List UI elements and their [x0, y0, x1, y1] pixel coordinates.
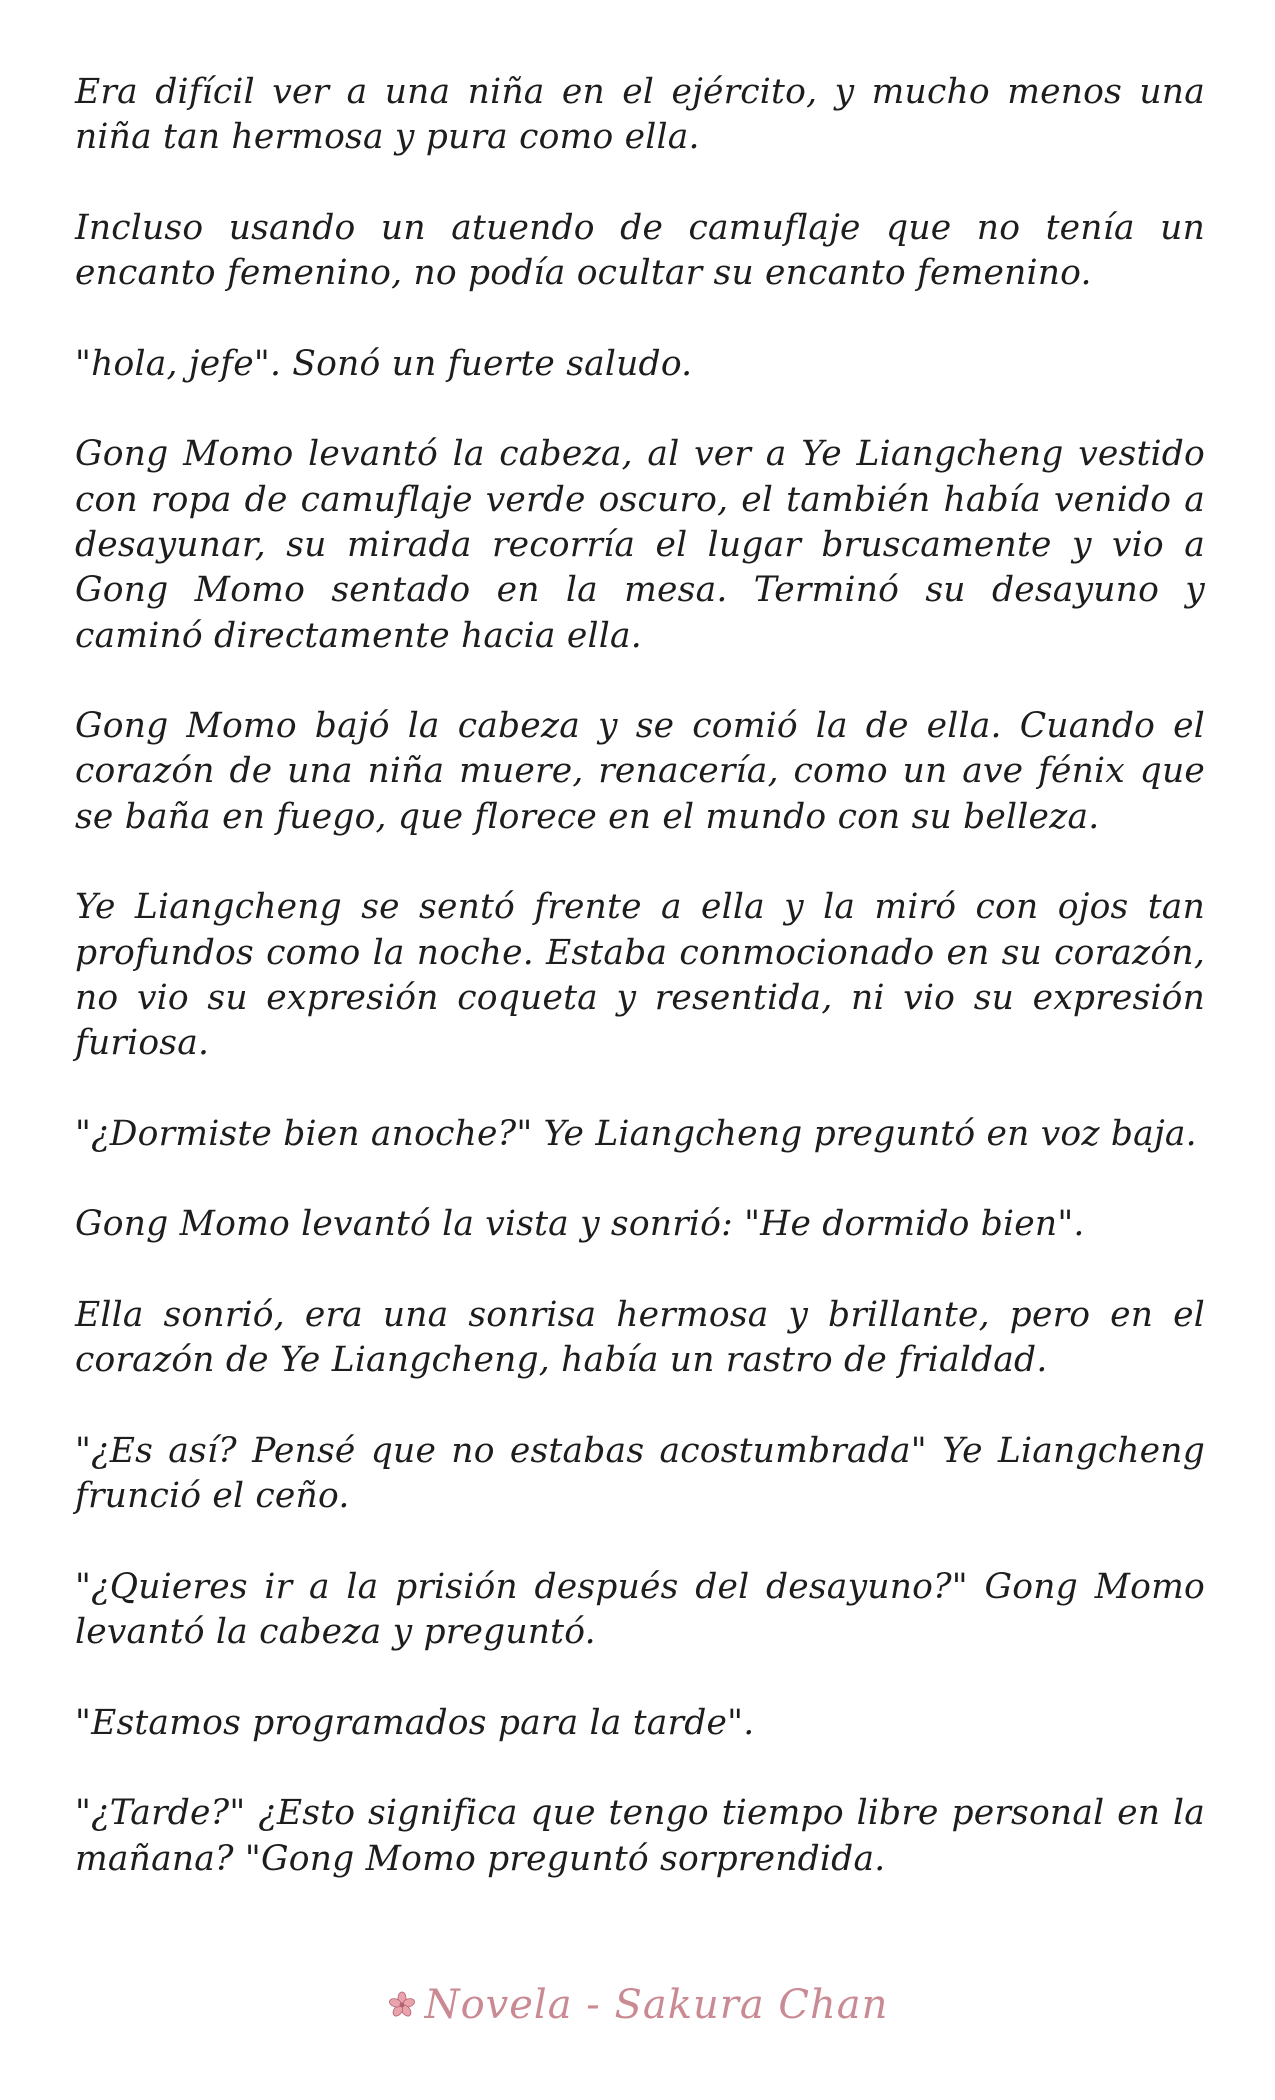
paragraph: "¿Es así? Pensé que no estabas acostumbrada" Ye Liangcheng frunció el ceño. — [75, 1430, 1205, 1517]
paragraph: "¿Quieres ir a la prisión después del desayuno?" Gong Momo levantó la cabeza y preguntó. — [75, 1566, 1205, 1653]
watermark-text: Novela - Sakura Chan — [424, 1982, 889, 2028]
paragraph: Gong Momo levantó la cabeza, al ver a Ye Liangcheng vestido con ropa de camuflaje verde oscuro, el también había venido a desayunar, su mirada recorría el lugar bruscamente y vio a Gong Momo sentado en la mesa. Terminó su desayuno y caminó directamente hacia ella. — [75, 434, 1205, 656]
paragraph: "¿Dormiste bien anoche?" Ye Liangcheng preguntó en voz baja. — [75, 1113, 1197, 1154]
paragraph: Gong Momo levantó la vista y sonrió: "He dormido bien". — [75, 1204, 1085, 1245]
paragraph: Ella sonrió, era una sonrisa hermosa y brillante, pero en el corazón de Ye Liangcheng, había un rastro de frialdad. — [75, 1295, 1205, 1381]
paragraph: Gong Momo bajó la cabeza y se comió la de ella. Cuando el corazón de una niña muere, renacería, como un ave fénix que se baña en fuego, que florece en el mundo con su belleza. — [75, 706, 1205, 837]
sakura-blossom-icon — [387, 1990, 417, 2020]
paragraph: "¿Tarde?" ¿Esto significa que tengo tiempo libre personal en la mañana? "Gong Momo preguntó sorprendida. — [75, 1793, 1205, 1879]
paragraph: "Estamos programados para la tarde". — [75, 1702, 755, 1743]
paragraph: Incluso usando un atuendo de camuflaje que no tenía un encanto femenino, no podía ocultar su encanto femenino. — [75, 207, 1205, 294]
watermark — [0, 1982, 1275, 2028]
paragraph: Era difícil ver a una niña en el ejército, y mucho menos una niña tan hermosa y pura como ella. — [75, 72, 1205, 158]
paragraph: Ye Liangcheng se sentó frente a ella y la miró con ojos tan profundos como la noche. Estaba conmocionado en su corazón, no vio su expresión coqueta y resentida, ni vio su expresión furiosa. — [75, 887, 1205, 1064]
chapter-text — [75, 70, 1205, 1882]
paragraph: "hola, jefe". Sonó un fuerte saludo. — [75, 343, 693, 384]
